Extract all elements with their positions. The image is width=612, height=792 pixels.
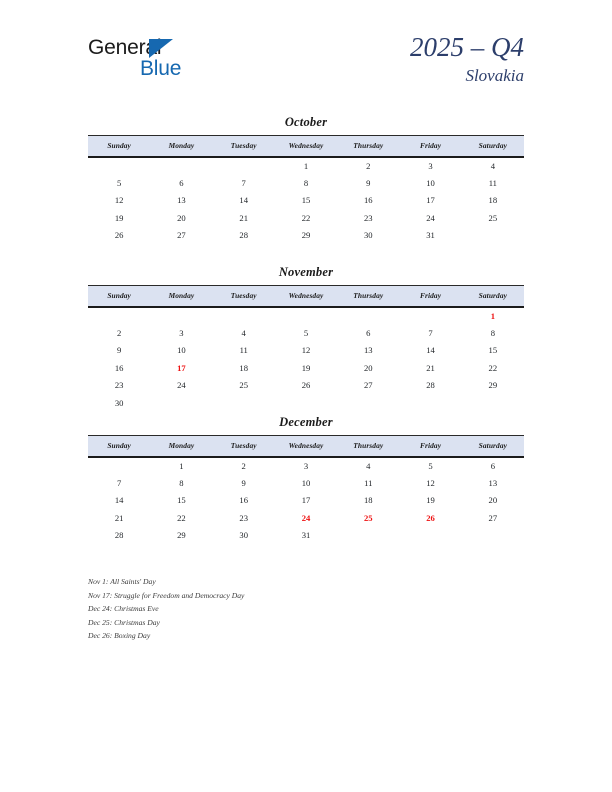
weekday-header-monday: Monday — [150, 436, 212, 457]
day-cell[interactable]: 23 — [363, 212, 373, 223]
month-table — [88, 435, 524, 545]
day-cell[interactable]: 11 — [239, 345, 248, 356]
day-cell-empty — [399, 307, 461, 325]
weekday-header-monday: Monday — [150, 136, 212, 157]
day-cell[interactable]: 12 — [426, 477, 435, 488]
day-cell-empty — [88, 307, 150, 325]
weekday-header-wednesday: Wednesday — [275, 286, 337, 307]
day-cell[interactable]: 13 — [177, 195, 186, 206]
day-cell[interactable]: 14 — [426, 345, 435, 356]
week-row — [88, 157, 524, 175]
day-cell[interactable]: 31 — [399, 227, 461, 245]
day-cell[interactable]: 23 — [239, 512, 248, 523]
day-cell[interactable]: 28 — [213, 227, 275, 245]
day-cell-empty — [399, 394, 461, 412]
day-cell[interactable]: 27 — [150, 227, 212, 245]
day-cell[interactable]: 19 — [114, 212, 124, 223]
week-row — [88, 394, 524, 412]
day-cell-empty — [462, 394, 524, 412]
day-cell-holiday[interactable]: 26 — [426, 512, 435, 523]
day-cell[interactable]: 16 — [114, 362, 124, 373]
day-cell[interactable]: 20 — [177, 212, 186, 223]
day-cell-empty — [337, 527, 399, 545]
weekday-header-sunday: Sunday — [88, 136, 150, 157]
day-cell[interactable]: 12 — [114, 195, 124, 206]
day-cell[interactable]: 17 — [426, 195, 435, 206]
week-row — [88, 474, 524, 492]
day-cell[interactable]: 6 — [490, 460, 495, 471]
weekday-header-thursday: Thursday — [337, 136, 399, 157]
day-cell[interactable]: 18 — [363, 495, 373, 506]
weekday-header-wednesday: Wednesday — [275, 136, 337, 157]
month-title: November — [278, 265, 334, 279]
day-cell-empty — [462, 527, 524, 545]
triangle-icon — [149, 39, 173, 58]
day-cell[interactable]: 2 — [241, 460, 246, 471]
weekday-header-row — [88, 436, 524, 457]
day-cell[interactable]: 10 — [177, 345, 186, 356]
weekday-header-friday: Friday — [399, 436, 461, 457]
week-row — [88, 359, 524, 377]
day-cell[interactable]: 21 — [239, 212, 248, 223]
weekday-header-tuesday: Tuesday — [213, 436, 275, 457]
week-row — [88, 492, 524, 510]
day-cell-empty — [150, 394, 212, 412]
weekday-header-friday: Friday — [399, 286, 461, 307]
day-cell-empty — [337, 394, 399, 412]
day-cell[interactable]: 5 — [116, 177, 122, 188]
day-cell[interactable]: 15 — [301, 195, 311, 206]
day-cell[interactable]: 3 — [303, 460, 309, 471]
holiday-note: Dec 26: Boxing Day — [88, 631, 151, 640]
day-cell[interactable]: 20 — [363, 362, 373, 373]
day-cell[interactable]: 29 — [488, 380, 498, 391]
week-row — [88, 174, 524, 192]
day-cell[interactable]: 7 — [116, 477, 122, 488]
day-cell[interactable]: 15 — [488, 345, 498, 356]
weekday-header-friday: Friday — [399, 136, 461, 157]
day-cell[interactable]: 14 — [114, 495, 124, 506]
holiday-note: Nov 1: All Saints' Day — [88, 577, 156, 586]
day-cell[interactable]: 13 — [488, 477, 498, 488]
day-cell[interactable]: 2 — [116, 327, 122, 338]
day-cell[interactable]: 26 — [88, 227, 150, 245]
day-cell[interactable]: 30 — [88, 394, 150, 412]
day-cell-empty — [213, 307, 275, 325]
day-cell[interactable]: 30 — [213, 527, 275, 545]
day-cell[interactable]: 30 — [337, 227, 399, 245]
day-cell[interactable]: 8 — [303, 177, 309, 188]
day-cell[interactable]: 11 — [488, 177, 497, 188]
day-cell[interactable]: 23 — [114, 380, 124, 391]
month-block-november — [88, 265, 524, 412]
day-cell[interactable]: 22 — [177, 512, 186, 523]
day-cell-holiday[interactable]: 24 — [301, 512, 311, 523]
day-cell-holiday[interactable]: 25 — [363, 512, 373, 523]
day-cell[interactable]: 25 — [488, 212, 498, 223]
day-cell[interactable]: 14 — [239, 195, 248, 206]
weekday-header-row — [88, 286, 524, 307]
week-row — [88, 192, 524, 210]
logo-text-blue: Blue — [140, 57, 182, 80]
day-cell[interactable]: 9 — [116, 345, 122, 356]
day-cell[interactable]: 27 — [488, 512, 498, 523]
week-row — [88, 342, 524, 360]
day-cell[interactable]: 10 — [426, 177, 435, 188]
day-cell-holiday[interactable]: 1 — [490, 310, 495, 321]
day-cell-empty — [462, 227, 524, 245]
day-cell[interactable]: 11 — [364, 477, 373, 488]
day-cell[interactable]: 1 — [303, 160, 309, 171]
logo-text-general: General — [88, 36, 162, 59]
holiday-note: Dec 25: Christmas Day — [88, 617, 160, 627]
day-cell[interactable]: 19 — [426, 495, 435, 506]
page-header — [0, 0, 612, 105]
day-cell-empty — [150, 157, 212, 175]
weekday-header-tuesday: Tuesday — [213, 136, 275, 157]
day-cell[interactable]: 10 — [301, 477, 311, 488]
week-row — [88, 307, 524, 325]
day-cell-empty — [88, 157, 150, 175]
weekday-header-thursday: Thursday — [337, 436, 399, 457]
weekday-header-saturday: Saturday — [462, 286, 524, 307]
day-cell[interactable]: 3 — [179, 327, 184, 338]
day-cell-empty — [337, 307, 399, 325]
day-cell[interactable]: 22 — [301, 212, 311, 223]
title-block — [410, 32, 524, 87]
day-cell[interactable]: 17 — [301, 495, 311, 506]
month-block-december — [88, 415, 524, 545]
week-row — [88, 527, 524, 545]
day-cell[interactable]: 6 — [179, 177, 184, 188]
day-cell[interactable]: 4 — [366, 460, 371, 471]
day-cell[interactable]: 16 — [363, 195, 373, 206]
page-title: 2025 – Q4 — [410, 32, 524, 62]
weekday-header-saturday: Saturday — [462, 136, 524, 157]
day-cell[interactable]: 13 — [363, 345, 373, 356]
holiday-note: Nov 17: Struggle for Freedom and Democracy Day — [88, 590, 245, 600]
day-cell[interactable]: 15 — [177, 495, 186, 506]
weekday-header-row — [88, 136, 524, 157]
holiday-note: Dec 24: Christmas Eve — [88, 604, 159, 613]
day-cell[interactable]: 21 — [114, 512, 124, 523]
weekday-header-sunday: Sunday — [88, 436, 150, 457]
day-cell[interactable]: 16 — [239, 495, 248, 506]
day-cell-empty — [399, 527, 461, 545]
day-cell[interactable]: 9 — [366, 177, 371, 188]
day-cell[interactable]: 7 — [428, 327, 433, 338]
weekday-header-wednesday: Wednesday — [275, 436, 337, 457]
day-cell[interactable]: 2 — [366, 160, 371, 171]
day-cell[interactable]: 1 — [179, 460, 184, 471]
week-row — [88, 227, 524, 245]
weekday-header-sunday: Sunday — [88, 286, 150, 307]
day-cell[interactable]: 3 — [428, 160, 433, 171]
day-cell[interactable]: 20 — [488, 495, 498, 506]
day-cell[interactable]: 28 — [426, 380, 435, 391]
weekday-header-saturday: Saturday — [462, 436, 524, 457]
day-cell[interactable]: 9 — [241, 477, 246, 488]
day-cell[interactable]: 8 — [490, 327, 495, 338]
day-cell-empty — [150, 307, 212, 325]
day-cell[interactable]: 19 — [301, 362, 311, 373]
day-cell[interactable]: 29 — [150, 527, 212, 545]
day-cell-empty — [275, 307, 337, 325]
day-cell[interactable]: 25 — [239, 380, 248, 391]
day-cell[interactable]: 24 — [177, 380, 186, 391]
day-cell[interactable]: 5 — [428, 460, 433, 471]
day-cell-holiday[interactable]: 17 — [177, 362, 186, 373]
day-cell-empty — [88, 457, 150, 475]
day-cell[interactable]: 24 — [426, 212, 435, 223]
day-cell[interactable]: 12 — [301, 345, 311, 356]
month-table — [88, 285, 524, 412]
weekday-header-monday: Monday — [150, 286, 212, 307]
day-cell-empty — [275, 394, 337, 412]
page-subtitle: Slovakia — [465, 66, 524, 85]
month-title: December — [279, 415, 333, 429]
day-cell[interactable]: 8 — [179, 477, 184, 488]
day-cell[interactable]: 5 — [303, 327, 309, 338]
day-cell-empty — [213, 157, 275, 175]
general-blue-logo[interactable] — [88, 36, 228, 82]
week-row — [88, 324, 524, 342]
holiday-notes — [88, 575, 528, 643]
day-cell[interactable]: 28 — [88, 527, 150, 545]
month-title: October — [284, 115, 328, 129]
day-cell[interactable]: 21 — [426, 362, 435, 373]
week-row — [88, 509, 524, 527]
weekday-header-tuesday: Tuesday — [213, 286, 275, 307]
weekday-header-thursday: Thursday — [337, 286, 399, 307]
day-cell[interactable]: 31 — [275, 527, 337, 545]
day-cell[interactable]: 6 — [366, 327, 371, 338]
day-cell[interactable]: 27 — [363, 380, 373, 391]
week-row — [88, 209, 524, 227]
week-row — [88, 457, 524, 475]
day-cell[interactable]: 29 — [275, 227, 337, 245]
day-cell[interactable]: 4 — [490, 160, 495, 171]
day-cell[interactable]: 22 — [488, 362, 498, 373]
month-block-october — [88, 115, 524, 245]
day-cell[interactable]: 26 — [301, 380, 311, 391]
day-cell-empty — [213, 394, 275, 412]
week-row — [88, 377, 524, 395]
day-cell[interactable]: 7 — [241, 177, 246, 188]
day-cell[interactable]: 18 — [239, 362, 248, 373]
day-cell[interactable]: 18 — [488, 195, 498, 206]
day-cell[interactable]: 4 — [241, 327, 246, 338]
month-table — [88, 135, 524, 245]
